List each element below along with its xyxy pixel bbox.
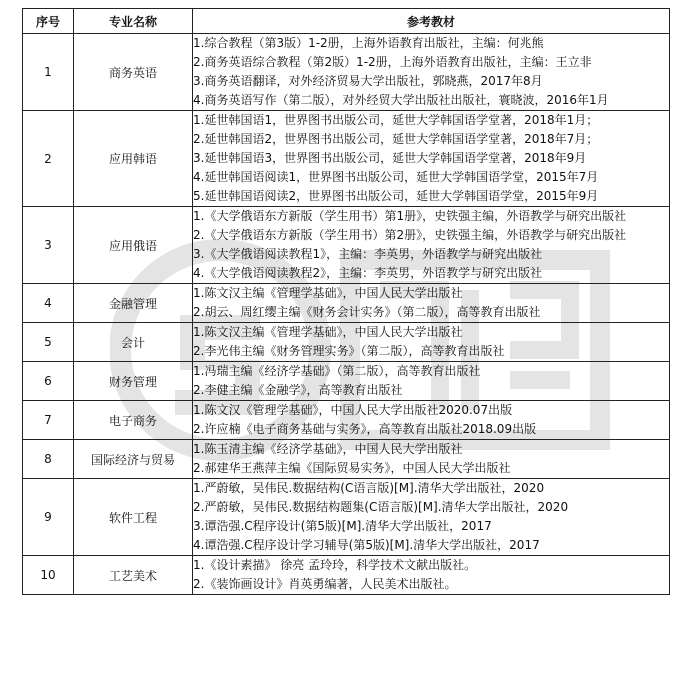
table-row xyxy=(23,34,670,111)
book-entry: 5.延世韩国语阅读2，世界图书出版公司，延世大学韩国语学堂，2015年9月 xyxy=(193,189,599,203)
book-entry: 3.商务英语翻译，对外经济贸易大学出版社，郭晓燕，2017年8月 xyxy=(193,74,543,88)
table-row xyxy=(23,362,670,401)
major-name: 软件工程 xyxy=(74,479,193,556)
book-entry: 2.《装饰画设计》肖英勇编著，人民美术出版社。 xyxy=(193,577,457,591)
row-number: 3 xyxy=(23,207,74,284)
book-entry: 1.严蔚敏，吴伟民.数据结构(C语言版)[M].清华大学出版社，2020 xyxy=(193,481,545,495)
book-entry: 2.郝建华王燕萍主编《国际贸易实务》，中国人民大学出版社 xyxy=(193,461,511,475)
row-number: 7 xyxy=(23,401,74,440)
book-entry: 1.《大学俄语东方新版（学生用书）第1册》，史铁强主编，外语教学与研究出版社 xyxy=(193,209,627,223)
header-books: 参考教材 xyxy=(193,9,670,34)
book-entry: 2.严蔚敏，吴伟民.数据结构题集(C语言版)[M].清华大学出版社，2020 xyxy=(193,500,569,514)
table-row xyxy=(23,479,670,556)
book-entry: 4.谭浩强.C程序设计学习辅导(第5版)[M].清华大学出版社，2017 xyxy=(193,538,540,552)
header-row xyxy=(23,9,670,34)
reference-books xyxy=(193,556,670,595)
book-entry: 1.陈玉清主编《经济学基础》，中国人民大学出版社 xyxy=(193,442,463,456)
major-name: 应用韩语 xyxy=(74,111,193,207)
major-name: 财务管理 xyxy=(74,362,193,401)
header-major: 专业名称 xyxy=(74,9,193,34)
book-entry: 1.《设计素描》 徐亮 孟玲玲，科学技术文献出版社。 xyxy=(193,558,477,572)
row-number: 6 xyxy=(23,362,74,401)
major-name: 国际经济与贸易 xyxy=(74,440,193,479)
book-entry: 2.延世韩国语2，世界图书出版公司，延世大学韩国语学堂著，2018年7月； xyxy=(193,132,599,146)
header-no: 序号 xyxy=(23,9,74,34)
book-entry: 2.许应楠《电子商务基础与实务》，高等教育出版社2018.09出版 xyxy=(193,422,537,436)
table-body xyxy=(23,34,670,595)
major-name: 商务英语 xyxy=(74,34,193,111)
table-row xyxy=(23,556,670,595)
reference-books xyxy=(193,479,670,556)
book-entry: 3.《大学俄语阅读教程1》，主编：李英男，外语教学与研究出版社 xyxy=(193,247,543,261)
row-number: 8 xyxy=(23,440,74,479)
book-entry: 4.《大学俄语阅读教程2》，主编：李英男，外语教学与研究出版社 xyxy=(193,266,543,280)
book-entry: 1.陈文汉《管理学基础》，中国人民大学出版社2020.07出版 xyxy=(193,403,513,417)
book-entry: 1.冯瑞主编《经济学基础》（第二版），高等教育出版社 xyxy=(193,364,481,378)
book-entry: 4.商务英语写作（第二版），对外经贸大学出版社出版社，寰晓波，2016年1月 xyxy=(193,93,609,107)
book-entry: 4.延世韩国语阅读1，世界图书出版公司，延世大学韩国语学堂，2015年7月 xyxy=(193,170,599,184)
major-name: 应用俄语 xyxy=(74,207,193,284)
reference-books xyxy=(193,401,670,440)
table-row xyxy=(23,401,670,440)
reference-books xyxy=(193,440,670,479)
book-entry: 1.陈文汉主编《管理学基础》，中国人民大学出版社 xyxy=(193,325,463,339)
book-entry: 1.延世韩国语1，世界图书出版公司，延世大学韩国语学堂著，2018年1月； xyxy=(193,113,599,127)
table-row xyxy=(23,323,670,362)
row-number: 2 xyxy=(23,111,74,207)
major-name: 工艺美术 xyxy=(74,556,193,595)
book-entry: 2.《大学俄语东方新版（学生用书）第2册》，史铁强主编，外语教学与研究出版社 xyxy=(193,228,627,242)
row-number: 1 xyxy=(23,34,74,111)
book-entry: 2.李健主编《金融学》，高等教育出版社 xyxy=(193,383,403,397)
row-number: 9 xyxy=(23,479,74,556)
reference-books xyxy=(193,362,670,401)
book-entry: 1.陈文汉主编《管理学基础》，中国人民大学出版社 xyxy=(193,286,463,300)
table-row xyxy=(23,207,670,284)
book-entry: 2.李光伟主编《财务管理实务》（第二版），高等教育出版社 xyxy=(193,344,505,358)
major-name: 会计 xyxy=(74,323,193,362)
textbook-table xyxy=(22,8,670,595)
reference-books xyxy=(193,284,670,323)
table-row xyxy=(23,111,670,207)
reference-books xyxy=(193,34,670,111)
book-entry: 2.商务英语综合教程（第2版）1-2册，上海外语教育出版社，主编：王立非 xyxy=(193,55,592,69)
reference-books xyxy=(193,207,670,284)
book-entry: 2.胡云、周红缨主编《财务会计实务》（第二版），高等教育出版社 xyxy=(193,305,541,319)
reference-books xyxy=(193,111,670,207)
major-name: 电子商务 xyxy=(74,401,193,440)
book-entry: 1.综合教程（第3版）1-2册，上海外语教育出版社，主编：何兆熊 xyxy=(193,36,544,50)
table-row xyxy=(23,440,670,479)
reference-books xyxy=(193,323,670,362)
row-number: 4 xyxy=(23,284,74,323)
book-entry: 3.延世韩国语3，世界图书出版公司，延世大学韩国语学堂著，2018年9月 xyxy=(193,151,587,165)
table-row xyxy=(23,284,670,323)
major-name: 金融管理 xyxy=(74,284,193,323)
book-entry: 3.谭浩强.C程序设计(第5版)[M].清华大学出版社，2017 xyxy=(193,519,492,533)
row-number: 10 xyxy=(23,556,74,595)
row-number: 5 xyxy=(23,323,74,362)
